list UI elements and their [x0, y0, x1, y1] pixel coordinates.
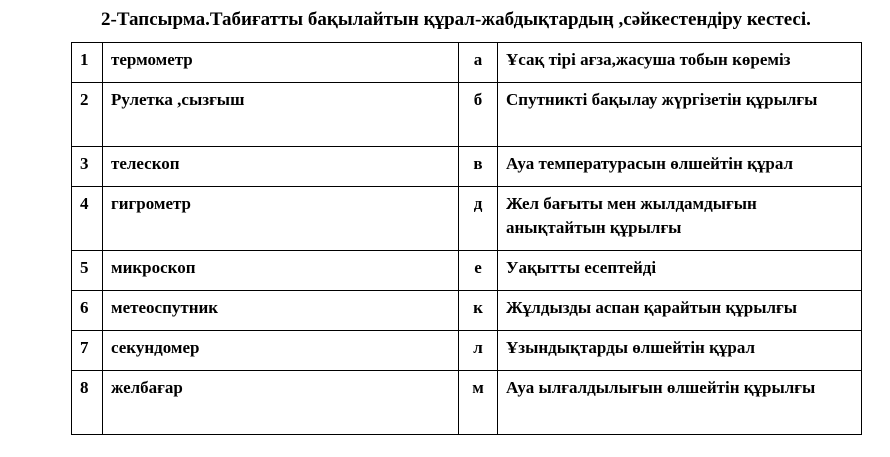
table-row: [72, 251, 862, 291]
tool-description: Спутникті бақылау жүргізетін құрылғы: [498, 83, 862, 147]
tool-name: термометр: [103, 43, 459, 83]
tool-description: Ауа температурасын өлшейтін құрал: [498, 147, 862, 187]
tool-description: Жел бағыты мен жылдамдығын анықтайтын құрылғы: [498, 187, 862, 251]
tool-description: Ауа ылғалдылығын өлшейтін құрылғы: [498, 371, 862, 435]
option-letter: л: [459, 331, 498, 371]
table-row: [72, 147, 862, 187]
tool-description: Ұзындықтарды өлшейтін құрал: [498, 331, 862, 371]
tool-name: телескоп: [103, 147, 459, 187]
row-number: 1: [72, 43, 103, 83]
option-letter: б: [459, 83, 498, 147]
table-row: [72, 187, 862, 251]
matching-table: [71, 42, 862, 435]
option-letter: д: [459, 187, 498, 251]
page-title: 2-Тапсырма.Табиғатты бақылайтын құрал-жабдықтардың ,сәйкестендіру кестесі.: [101, 9, 811, 30]
table-row: [72, 331, 862, 371]
option-letter: к: [459, 291, 498, 331]
tool-description: Жұлдызды аспан қарайтын құрылғы: [498, 291, 862, 331]
table-row: [72, 83, 862, 147]
table-row: [72, 291, 862, 331]
tool-description: Ұсақ тірі ағза,жасуша тобын көреміз: [498, 43, 862, 83]
option-letter: а: [459, 43, 498, 83]
row-number: 7: [72, 331, 103, 371]
row-number: 5: [72, 251, 103, 291]
tool-name: гигрометр: [103, 187, 459, 251]
table-row: [72, 43, 862, 83]
option-letter: е: [459, 251, 498, 291]
row-number: 3: [72, 147, 103, 187]
row-number: 4: [72, 187, 103, 251]
row-number: 8: [72, 371, 103, 435]
tool-description: Уақытты есептейді: [498, 251, 862, 291]
tool-name: секундомер: [103, 331, 459, 371]
tool-name: желбағар: [103, 371, 459, 435]
option-letter: в: [459, 147, 498, 187]
table-row: [72, 371, 862, 435]
row-number: 6: [72, 291, 103, 331]
tool-name: Рулетка ,сызғыш: [103, 83, 459, 147]
row-number: 2: [72, 83, 103, 147]
tool-name: метеоспутник: [103, 291, 459, 331]
option-letter: м: [459, 371, 498, 435]
tool-name: микроскоп: [103, 251, 459, 291]
